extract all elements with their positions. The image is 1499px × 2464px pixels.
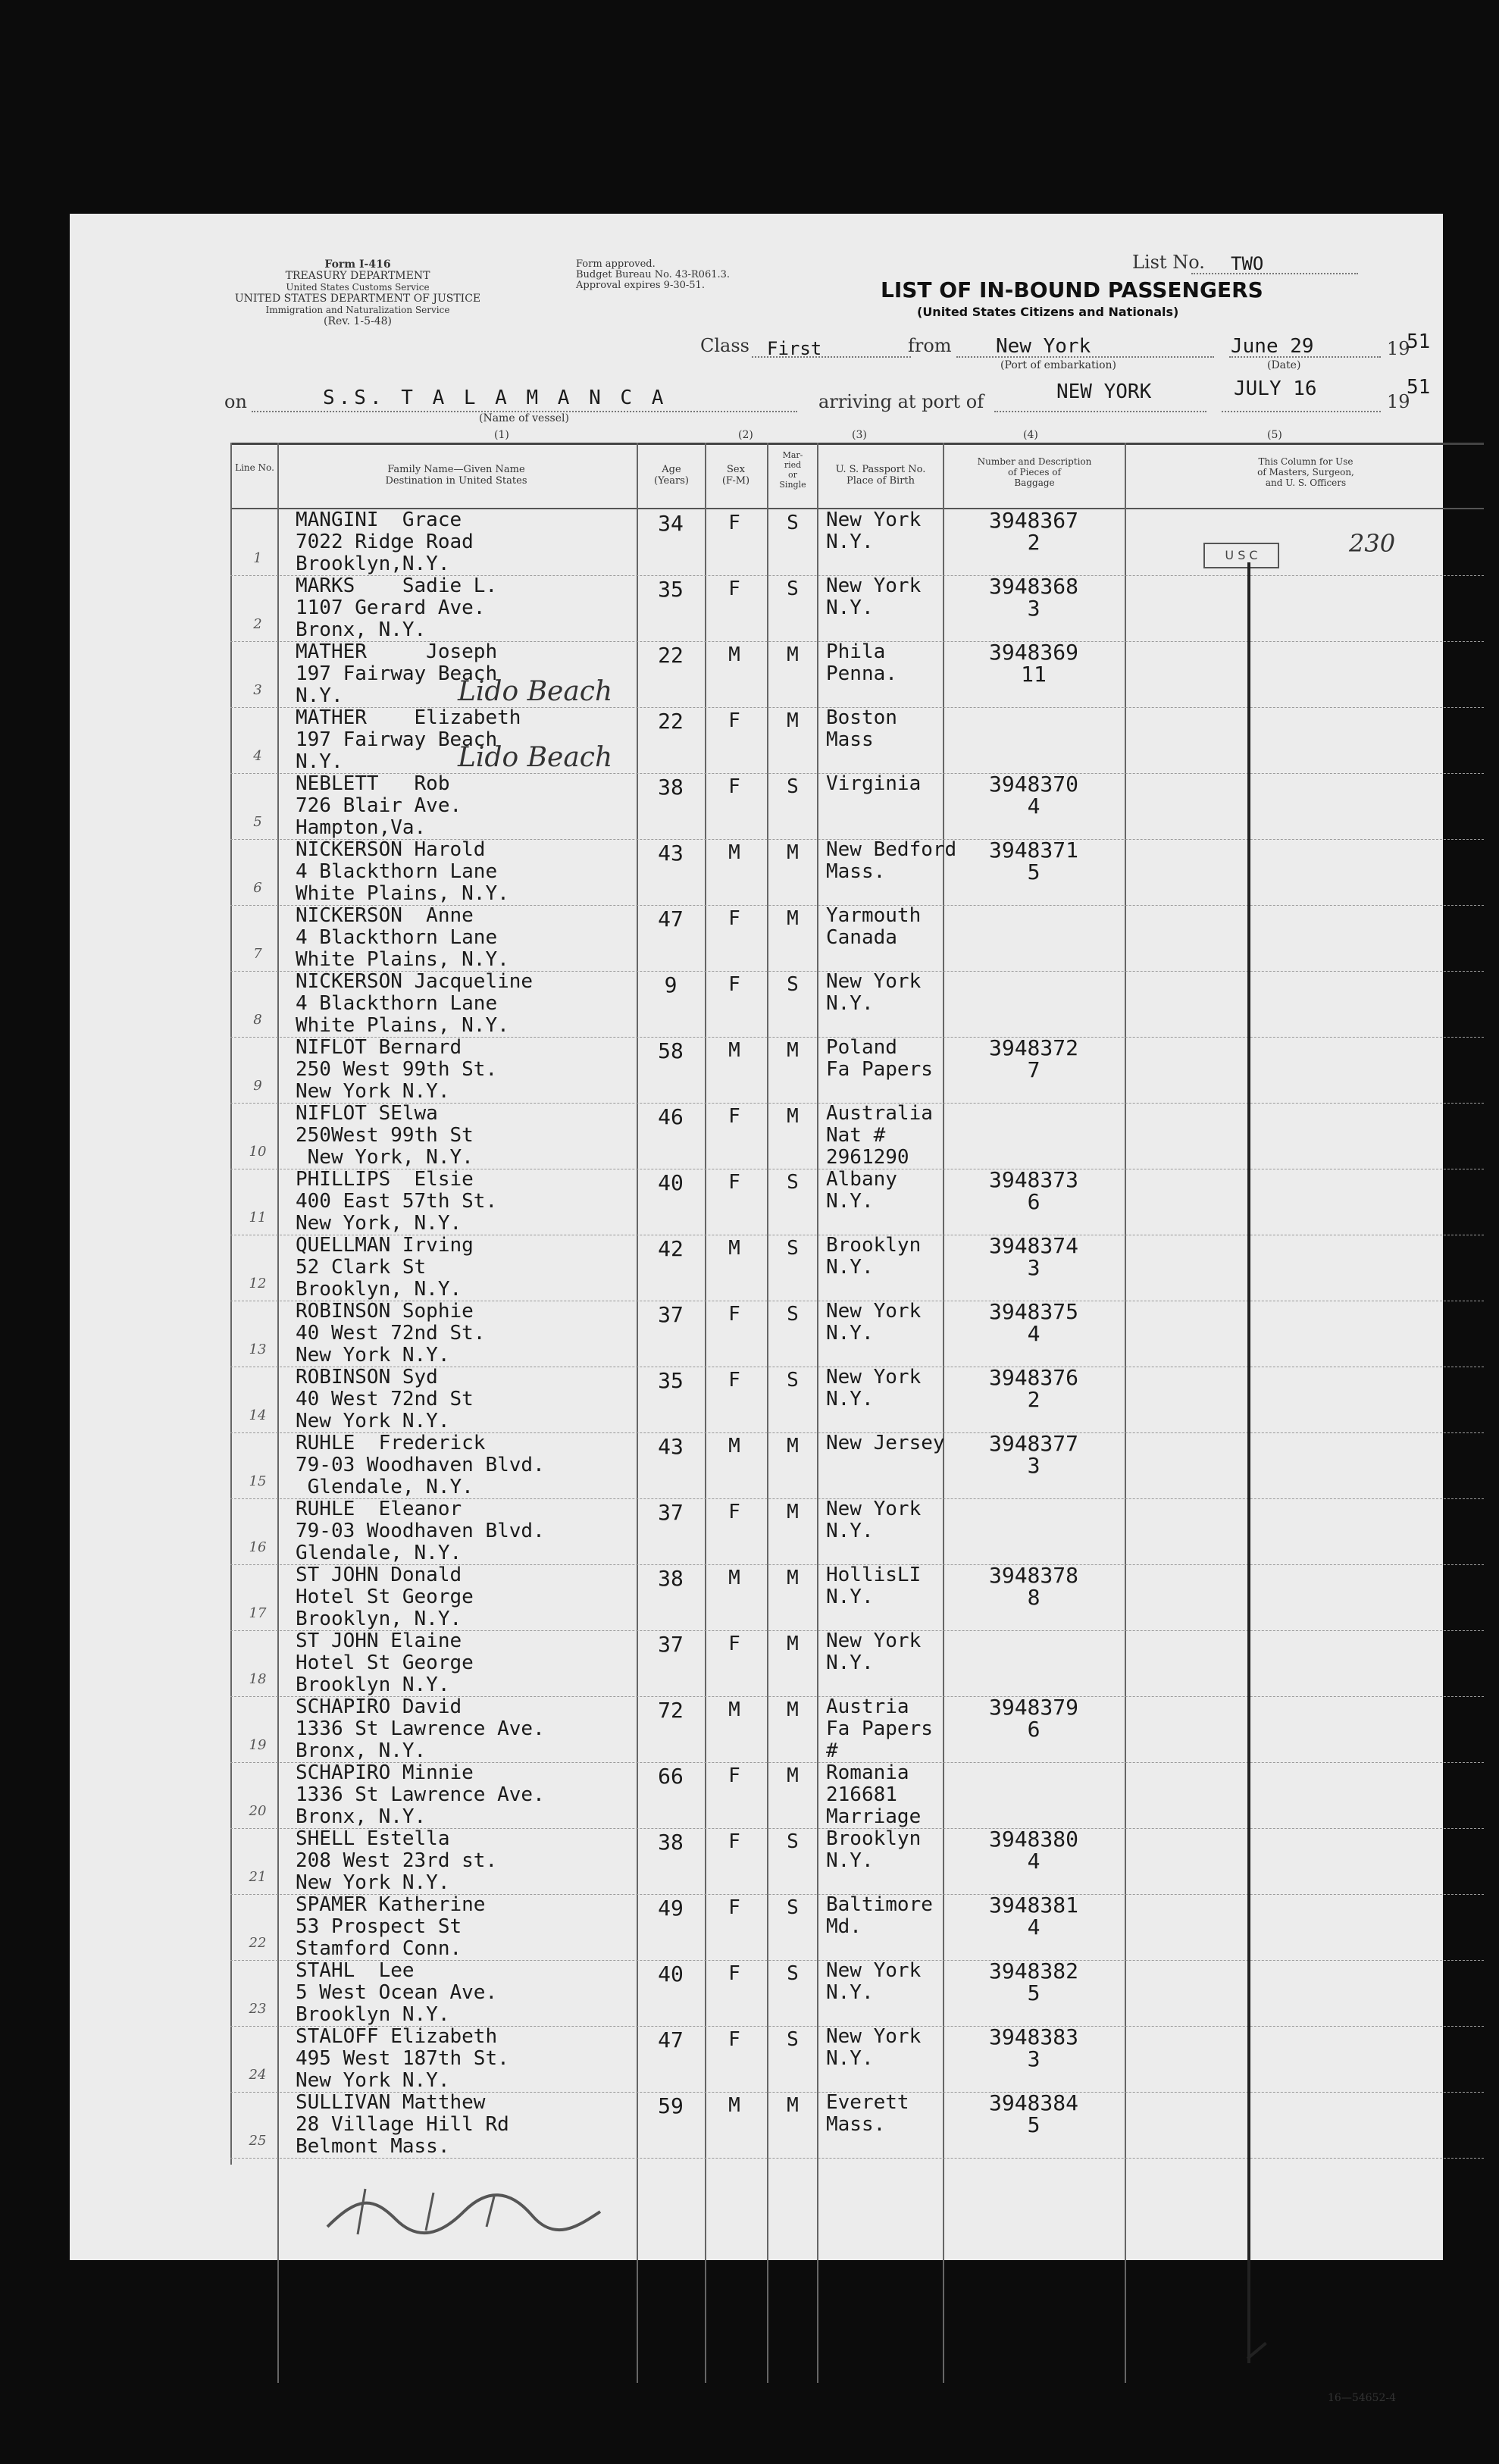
passenger-sex: M — [728, 1699, 740, 1721]
list-no-label: List No. — [1132, 252, 1205, 273]
passenger-age: 47 — [658, 906, 684, 931]
table-row — [230, 1037, 1484, 1104]
table-row — [230, 1828, 1484, 1895]
passenger-name-destination: SHELL Estella 208 West 23rd st. New York N.Y. — [296, 1827, 498, 1894]
table-row — [230, 1762, 1484, 1829]
marital-status: M — [787, 1501, 799, 1523]
handwritten-note: Lido Beach — [458, 742, 613, 773]
arrival-port: NEW YORK — [1056, 380, 1152, 403]
passenger-name-destination: STAHL Lee 5 West Ocean Ave. Brooklyn N.Y. — [296, 1959, 498, 2026]
passenger-sex: F — [728, 1303, 740, 1326]
marital-status: M — [787, 1633, 799, 1655]
baggage-description: 3948384 5 — [988, 2090, 1078, 2137]
line-number: 5 — [253, 814, 262, 830]
vessel-name: S.S. T A L A M A N C A — [323, 387, 668, 409]
table-row — [230, 2026, 1484, 2093]
passenger-name-destination: SCHAPIRO David 1336 St Lawrence Ave. Bronx, N.Y. — [296, 1695, 545, 1762]
passenger-age: 37 — [658, 1500, 684, 1525]
approval-line: Approval expires 9-30-51. — [576, 280, 705, 291]
passenger-name-destination: MANGINI Grace 7022 Ridge Road Brooklyn,N.Y. — [296, 509, 474, 575]
from-value: New York — [996, 335, 1091, 358]
table-row — [230, 1367, 1484, 1433]
passenger-age: 9 — [664, 972, 678, 997]
line-number: 10 — [249, 1144, 267, 1160]
passenger-name-destination: NIFLOT SElwa 250West 99th St New York, N.Y. — [296, 1102, 474, 1169]
baggage-description: 3948379 6 — [988, 1695, 1078, 1742]
col-header-passport: U. S. Passport No. Place of Birth — [835, 464, 926, 487]
passenger-name-destination: MATHER Joseph 197 Fairway Beach N.Y. — [296, 640, 498, 707]
marital-status: M — [787, 1435, 799, 1457]
marital-status: M — [787, 643, 799, 666]
place-of-birth: Phila Penna. — [826, 640, 897, 685]
table-row — [230, 1235, 1484, 1301]
passenger-name-destination: NIFLOT Bernard 250 West 99th St. New York N.Y. — [296, 1036, 498, 1103]
line-number: 3 — [253, 682, 262, 698]
line-number: 20 — [249, 1803, 267, 1819]
passenger-age: 72 — [658, 1698, 684, 1723]
passenger-name-destination: PHILLIPS Elsie 400 East 57th St. New York, N.Y. — [296, 1168, 498, 1235]
marital-status: M — [787, 841, 799, 864]
place-of-birth: New Jersey — [826, 1432, 945, 1454]
passenger-age: 43 — [658, 1434, 684, 1459]
table-row — [230, 1960, 1484, 2027]
place-of-birth: New York N.Y. — [826, 509, 922, 553]
passenger-age: 58 — [658, 1038, 684, 1063]
list-no-value: TWO — [1231, 253, 1264, 274]
baggage-description: 3948377 3 — [988, 1431, 1078, 1478]
manifest-page — [70, 214, 1443, 2404]
list-no-line — [1191, 273, 1358, 274]
customs-label: United States Customs Service — [286, 282, 430, 293]
line-number: 1 — [253, 550, 262, 566]
handwritten-signature — [312, 2166, 615, 2250]
marital-status: S — [787, 1896, 799, 1919]
form-block — [221, 259, 494, 327]
line-number: 11 — [249, 1210, 267, 1226]
table-row — [230, 773, 1484, 840]
on-label: on — [224, 391, 247, 412]
place-of-birth: New York N.Y. — [826, 970, 922, 1015]
passenger-name-destination: NICKERSON Harold 4 Blackthorn Lane White Plains, N.Y. — [296, 838, 509, 905]
passenger-age: 40 — [658, 1961, 684, 1987]
approval-block — [576, 259, 730, 291]
baggage-description: 3948373 6 — [988, 1167, 1078, 1214]
passenger-sex: F — [728, 907, 740, 930]
place-of-birth: Australia Nat # 2961290 — [826, 1102, 933, 1169]
place-of-birth: Romania 216681 Marriage — [826, 1761, 922, 1828]
passenger-sex: F — [728, 578, 740, 600]
col-header-name: Family Name—Given Name Destination in United States — [385, 464, 527, 487]
line-number: 19 — [249, 1737, 267, 1753]
baggage-description: 3948370 4 — [988, 772, 1078, 819]
baggage-description: 3948371 5 — [988, 838, 1078, 884]
place-of-birth: Albany N.Y. — [826, 1168, 897, 1213]
passenger-age: 22 — [658, 643, 684, 668]
passenger-sex: F — [728, 775, 740, 798]
from-label: from — [908, 335, 952, 356]
table-row — [230, 641, 1484, 708]
place-of-birth: Yarmouth Canada — [826, 904, 922, 949]
line-number: 15 — [249, 1473, 267, 1489]
marital-status: S — [787, 775, 799, 798]
marital-status: M — [787, 709, 799, 732]
treasury-label: TREASURY DEPARTMENT — [285, 270, 430, 282]
line-number: 9 — [253, 1078, 262, 1094]
table-row — [230, 1630, 1484, 1697]
passenger-age: 66 — [658, 1764, 684, 1789]
passenger-age: 35 — [658, 577, 684, 602]
passenger-age: 38 — [658, 775, 684, 800]
passenger-sex: F — [728, 1171, 740, 1194]
passenger-name-destination: SCHAPIRO Minnie 1336 St Lawrence Ave. Bronx, N.Y. — [296, 1761, 545, 1828]
passenger-sex: F — [728, 1962, 740, 1985]
table-row — [230, 1894, 1484, 1961]
marital-status: S — [787, 1830, 799, 1853]
passenger-name-destination: RUHLE Eleanor 79-03 Woodhaven Blvd. Glendale, N.Y. — [296, 1498, 545, 1564]
officer-stamp — [1203, 543, 1279, 568]
table-row — [230, 1103, 1484, 1169]
line-number: 12 — [249, 1276, 267, 1291]
line-number: 17 — [249, 1605, 267, 1621]
place-of-birth: Poland Fa Papers — [826, 1036, 933, 1081]
line-number: 24 — [249, 2067, 267, 2083]
line-number: 22 — [249, 1935, 267, 1951]
table-row — [230, 1301, 1484, 1367]
place-of-birth: New York N.Y. — [826, 1959, 922, 2004]
port-embark-caption: (Port of embarkation) — [1000, 359, 1116, 371]
marital-status: S — [787, 1237, 799, 1260]
marital-status: M — [787, 907, 799, 930]
passenger-sex: M — [728, 1567, 740, 1589]
table-row — [230, 839, 1484, 906]
table-row — [230, 1432, 1484, 1499]
passenger-name-destination: MARKS Sadie L. 1107 Gerard Ave. Bronx, N.Y. — [296, 575, 498, 641]
marital-status: M — [787, 1764, 799, 1787]
passenger-sex: F — [728, 709, 740, 732]
place-of-birth: New York N.Y. — [826, 575, 922, 619]
passenger-sex: F — [728, 1105, 740, 1128]
passenger-sex: M — [728, 841, 740, 864]
passenger-age: 38 — [658, 1830, 684, 1855]
place-of-birth: Virginia — [826, 772, 922, 795]
marital-status: S — [787, 578, 799, 600]
marital-status: S — [787, 1962, 799, 1985]
marital-status: M — [787, 1699, 799, 1721]
baggage-description: 3948374 3 — [988, 1233, 1078, 1280]
arriving-label: arriving at port of — [818, 391, 984, 412]
table-row — [230, 2092, 1484, 2159]
footer-code: 16—54652-4 — [1328, 2392, 1396, 2404]
baggage-description: 3948375 4 — [988, 1299, 1078, 1346]
page-title: LIST OF IN-BOUND PASSENGERS — [881, 277, 1263, 302]
class-value: First — [767, 338, 822, 359]
passenger-name-destination: SULLIVAN Matthew 28 Village Hill Rd Belmont Mass. — [296, 2091, 509, 2158]
passenger-name-destination: ST JOHN Donald Hotel St George Brooklyn, N.Y. — [296, 1564, 474, 1630]
marital-status: S — [787, 1303, 799, 1326]
table-row — [230, 707, 1484, 774]
passenger-name-destination: NEBLETT Rob 726 Blair Ave. Hampton,Va. — [296, 772, 462, 839]
page-subtitle: (United States Citizens and Nationals) — [917, 305, 1179, 319]
baggage-description: 3948369 11 — [988, 640, 1078, 687]
ins-label: Immigration and Naturalization Service — [265, 305, 450, 315]
passenger-name-destination: NICKERSON Anne 4 Blackthorn Lane White Plains, N.Y. — [296, 904, 509, 971]
place-of-birth: Brooklyn N.Y. — [826, 1827, 922, 1872]
passenger-sex: F — [728, 1830, 740, 1853]
passenger-sex: F — [728, 512, 740, 534]
line-number: 21 — [249, 1869, 267, 1885]
place-of-birth: Boston Mass — [826, 706, 897, 751]
place-of-birth: Brooklyn N.Y. — [826, 1234, 922, 1279]
baggage-description: 3948382 5 — [988, 1958, 1078, 2005]
place-of-birth: New York N.Y. — [826, 1300, 922, 1345]
date-caption: (Date) — [1267, 359, 1301, 371]
line-number: 16 — [249, 1539, 267, 1555]
officer-stamp-text: U S C — [1225, 548, 1258, 562]
place-of-birth: New Bedford Mass. — [826, 838, 957, 883]
passenger-sex: M — [728, 2094, 740, 2117]
passenger-name-destination: ROBINSON Sophie 40 West 72nd St. New York N.Y. — [296, 1300, 486, 1367]
table-row — [230, 905, 1484, 972]
passenger-sex: F — [728, 1764, 740, 1787]
baggage-description: 3948380 4 — [988, 1827, 1078, 1874]
arrival-date-line — [1222, 411, 1381, 412]
table-row — [230, 1169, 1484, 1235]
passenger-age: 37 — [658, 1632, 684, 1657]
justice-label: UNITED STATES DEPARTMENT OF JUSTICE — [234, 293, 481, 305]
passenger-age: 38 — [658, 1566, 684, 1591]
passenger-name-destination: MATHER Elizabeth 197 Fairway Beach N.Y. — [296, 706, 521, 773]
passenger-sex: M — [728, 643, 740, 666]
handwritten-note: Lido Beach — [458, 676, 613, 707]
col-header-age: Age (Years) — [654, 464, 689, 487]
place-of-birth: Baltimore Md. — [826, 1893, 933, 1938]
departure-year: 51 — [1407, 330, 1431, 353]
year-prefix: 19 — [1387, 338, 1410, 359]
departure-date: June 29 — [1231, 335, 1314, 358]
line-number: 14 — [249, 1407, 267, 1423]
col-header-officers: This Column for Use of Masters, Surgeon, and U. S. Officers — [1257, 456, 1354, 488]
passenger-age: 47 — [658, 2027, 684, 2052]
place-of-birth: New York N.Y. — [826, 1366, 922, 1410]
place-of-birth: HollisLI N.Y. — [826, 1564, 922, 1608]
marital-status: M — [787, 1567, 799, 1589]
passenger-age: 35 — [658, 1368, 684, 1393]
passenger-sex: F — [728, 973, 740, 996]
passenger-age: 43 — [658, 841, 684, 866]
col-header-baggage: Number and Description of Pieces of Baggage — [977, 456, 1092, 488]
place-of-birth: New York N.Y. — [826, 1630, 922, 1674]
passenger-age: 46 — [658, 1104, 684, 1129]
line-number: 7 — [253, 946, 262, 962]
table-row — [230, 1564, 1484, 1631]
passenger-age: 37 — [658, 1302, 684, 1327]
passenger-name-destination: STALOFF Elizabeth 495 West 187th St. New York N.Y. — [296, 2025, 509, 2092]
col-header-married: Mar- ried or Single — [779, 450, 806, 490]
table-row — [230, 509, 1484, 576]
approval-line: Form approved. — [576, 258, 656, 270]
vessel-caption: (Name of vessel) — [479, 412, 569, 424]
passenger-sex: M — [728, 1237, 740, 1260]
form-number: Form I-416 — [324, 258, 391, 271]
column-number: (5) — [1267, 429, 1282, 441]
place-of-birth: Everett Mass. — [826, 2091, 909, 2136]
marital-status: M — [787, 2094, 799, 2117]
passenger-age: 40 — [658, 1170, 684, 1195]
marital-status: S — [787, 512, 799, 534]
table-row — [230, 1498, 1484, 1565]
baggage-description: 3948376 2 — [988, 1365, 1078, 1412]
passenger-name-destination: NICKERSON Jacqueline 4 Blackthorn Lane White Plains, N.Y. — [296, 970, 534, 1037]
passenger-sex: M — [728, 1435, 740, 1457]
column-number: (2) — [738, 429, 753, 441]
column-number: (1) — [494, 429, 509, 441]
passenger-age: 59 — [658, 2093, 684, 2118]
passenger-sex: M — [728, 1039, 740, 1062]
line-number: 6 — [253, 880, 262, 896]
baggage-description: 3948378 8 — [988, 1563, 1078, 1610]
line-number: 8 — [253, 1012, 262, 1028]
arrival-date: JULY 16 — [1234, 377, 1317, 400]
class-label: Class — [700, 335, 750, 356]
baggage-description: 3948383 3 — [988, 2024, 1078, 2071]
baggage-description: 3948372 7 — [988, 1035, 1078, 1082]
passenger-sex: F — [728, 1896, 740, 1919]
line-number: 23 — [249, 2001, 267, 2017]
place-of-birth: New York N.Y. — [826, 1498, 922, 1542]
place-of-birth: Austria Fa Papers # — [826, 1695, 933, 1762]
baggage-description: 3948367 2 — [988, 508, 1078, 555]
col-header-sex: Sex (F-M) — [721, 464, 750, 487]
officer-number: 230 — [1349, 529, 1396, 558]
check-line — [1247, 562, 1250, 2363]
passenger-name-destination: ROBINSON Syd 40 West 72nd St New York N.Y. — [296, 1366, 474, 1432]
marital-status: M — [787, 1105, 799, 1128]
table-row — [230, 971, 1484, 1038]
marital-status: M — [787, 1039, 799, 1062]
column-number: (4) — [1023, 429, 1038, 441]
approval-line: Budget Bureau No. 43-R061.3. — [576, 269, 731, 280]
passenger-age: 49 — [658, 1896, 684, 1921]
marital-status: S — [787, 1369, 799, 1392]
line-number: 25 — [249, 2133, 267, 2149]
passenger-age: 34 — [658, 511, 684, 536]
passenger-sex: F — [728, 1633, 740, 1655]
marital-status: S — [787, 973, 799, 996]
revision-label: (Rev. 1-5-48) — [324, 315, 392, 327]
line-number: 4 — [253, 748, 262, 764]
passenger-age: 22 — [658, 709, 684, 734]
table-row — [230, 1696, 1484, 1763]
baggage-description: 3948368 3 — [988, 574, 1078, 621]
table-row — [230, 575, 1484, 642]
passenger-sex: F — [728, 1369, 740, 1392]
passenger-age: 42 — [658, 1236, 684, 1261]
passenger-sex: F — [728, 2028, 740, 2051]
passenger-sex: F — [728, 1501, 740, 1523]
place-of-birth: New York N.Y. — [826, 2025, 922, 2070]
year-prefix: 19 — [1387, 391, 1410, 412]
line-number: 2 — [253, 616, 262, 632]
column-number: (3) — [852, 429, 867, 441]
passenger-name-destination: ST JOHN Elaine Hotel St George Brooklyn N.Y. — [296, 1630, 474, 1696]
col-header-line-no: Line No. — [235, 462, 274, 473]
marital-status: S — [787, 2028, 799, 2051]
passenger-name-destination: RUHLE Frederick 79-03 Woodhaven Blvd. Glendale, N.Y. — [296, 1432, 545, 1498]
arrival-year: 51 — [1407, 376, 1431, 399]
passenger-name-destination: QUELLMAN Irving 52 Clark St Brooklyn, N.Y. — [296, 1234, 474, 1301]
line-number: 13 — [249, 1342, 267, 1357]
marital-status: S — [787, 1171, 799, 1194]
arrival-port-line — [994, 411, 1206, 412]
passenger-name-destination: SPAMER Katherine 53 Prospect St Stamford Conn. — [296, 1893, 486, 1960]
line-number: 18 — [249, 1671, 267, 1687]
baggage-description: 3948381 4 — [988, 1893, 1078, 1940]
